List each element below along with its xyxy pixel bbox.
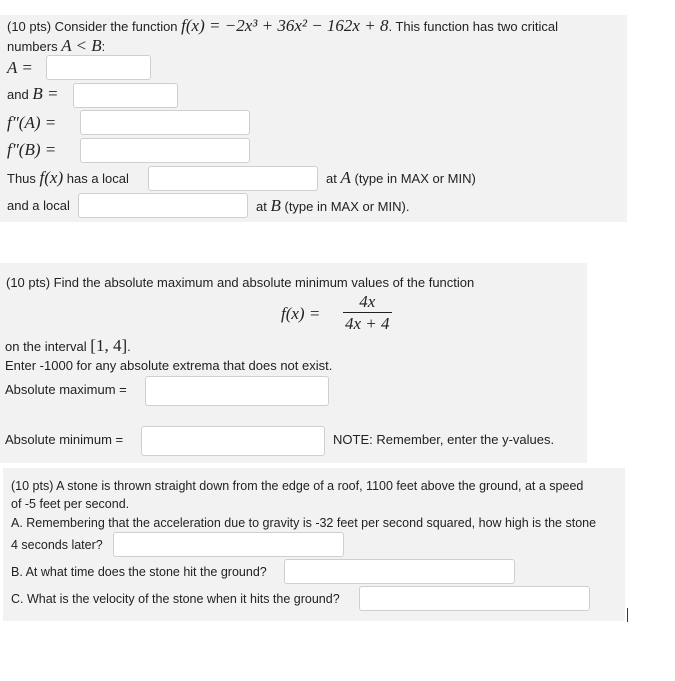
- text-cursor: [627, 608, 628, 622]
- q1-at-A-math: A: [340, 168, 351, 187]
- q2-numerator: 4x: [359, 292, 376, 311]
- q3-a-line1: A. Remembering that the acceleration due to gravity is -32 feet per second squared, how high is the stone: [11, 516, 597, 530]
- q2-abs-min-label: Absolute minimum =: [5, 432, 124, 447]
- q1-thus-label: Thus: [7, 171, 36, 186]
- q1-at-B-row: [256, 197, 409, 216]
- q2-abs-max-label: Absolute maximum =: [5, 382, 127, 397]
- q1-fppB-label: f″(B) =: [7, 140, 57, 159]
- q1-fppB-input[interactable]: [80, 138, 250, 163]
- q3-a-line2: 4 seconds later?: [11, 538, 103, 552]
- q1-has-local: has a local: [66, 171, 129, 186]
- q2-note: NOTE: Remember, enter the y-values.: [333, 432, 555, 447]
- q1-intro-tail: . This function has two critical: [388, 19, 559, 34]
- q1-intro-line: [7, 17, 558, 36]
- q1-thus-row: [7, 169, 129, 188]
- q1-a-label: A =: [7, 58, 33, 77]
- q1-at-label-2: at: [256, 199, 267, 214]
- q1-function: f(x) = −2x³ + 36x² − 162x + 8: [181, 16, 389, 35]
- q1-a-input[interactable]: [46, 55, 151, 80]
- q3-c-input[interactable]: [359, 586, 590, 611]
- q1-and-local: and a local: [7, 198, 70, 213]
- q1-b-input[interactable]: [73, 83, 178, 108]
- q2-abs-min-input[interactable]: [141, 426, 325, 456]
- q1-fppA-label: f″(A) =: [7, 113, 57, 132]
- q2-fx-label: f(x) =: [281, 304, 321, 323]
- q1-and-label: and: [7, 87, 29, 102]
- q1-line2: [7, 37, 105, 56]
- q2-interval-row: [5, 337, 131, 356]
- q1-local-type-B-input[interactable]: [78, 193, 248, 218]
- q2-intro: (10 pts) Find the absolute maximum and absolute minimum values of the function: [6, 275, 475, 290]
- q1-type-hint-B: (type in MAX or MIN).: [284, 199, 410, 214]
- q1-type-hint-A: (type in MAX or MIN): [354, 171, 476, 186]
- q2-interval-end: .: [127, 339, 131, 354]
- q3-b-input[interactable]: [284, 559, 515, 584]
- q2-enter-note: Enter -1000 for any absolute extrema that does not exist.: [5, 358, 333, 373]
- q3-b-question: B. At what time does the stone hit the ground?: [11, 565, 267, 579]
- q2-fraction: [343, 292, 392, 335]
- q1-b-label: B =: [32, 84, 59, 103]
- q3-intro-line2: of -5 feet per second.: [11, 497, 130, 511]
- q1-intro: (10 pts) Consider the function: [7, 19, 178, 34]
- q1-at-A-row: [326, 169, 476, 188]
- q1-at-B-math: B: [270, 196, 281, 215]
- q1-thus-math: f(x): [39, 168, 64, 187]
- q1-local-type-A-input[interactable]: [148, 166, 318, 191]
- q2-interval: [1, 4]: [90, 336, 128, 355]
- q1-b-row-label: [7, 85, 58, 104]
- q2-interval-text: on the interval: [5, 339, 87, 354]
- q2-abs-max-input[interactable]: [145, 376, 329, 406]
- q3-a-input[interactable]: [113, 532, 344, 557]
- q1-line2-end: :: [101, 39, 106, 54]
- q3-intro-line1: (10 pts) A stone is thrown straight down from the edge of a roof, 1100 feet above the ground, at a speed: [11, 479, 584, 493]
- q3-c-question: C. What is the velocity of the stone when it hits the ground?: [11, 592, 340, 606]
- q2-denominator: 4x + 4: [345, 314, 390, 333]
- q1-line2-text: numbers: [7, 39, 58, 54]
- q1-fppA-input[interactable]: [80, 110, 250, 135]
- q1-at-label: at: [326, 171, 337, 186]
- q1-line2-math: A < B: [61, 36, 102, 55]
